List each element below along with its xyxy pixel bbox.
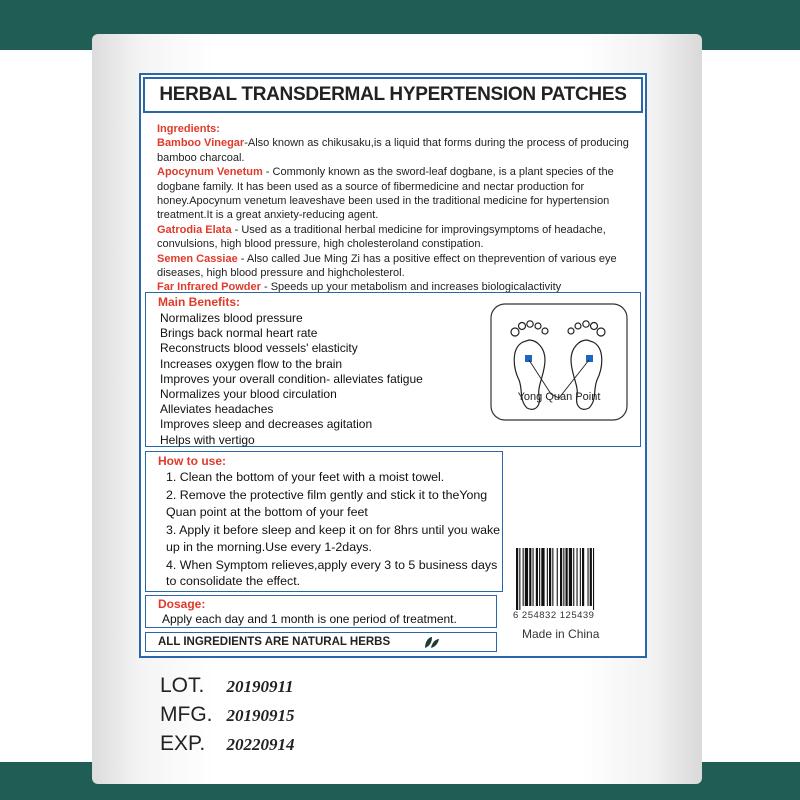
- ingredient-name: Gatrodia Elata: [157, 223, 232, 236]
- howto-steps: [166, 469, 506, 592]
- ingredient-item: [157, 165, 643, 223]
- benefits-list: [160, 311, 423, 448]
- howto-step: 1. Clean the bottom of your feet with a moist towel.: [166, 470, 445, 484]
- benefit-item: Normalizes blood pressure: [160, 311, 303, 325]
- natural-herbs-bar: [145, 632, 497, 652]
- ingredient-name: Bamboo Vinegar: [157, 137, 245, 150]
- benefit-item: Reconstructs blood vessels' elasticity: [160, 341, 358, 356]
- ingredient-text: - Also called Jue Ming Zi has a positive effect on theprevention of various eye diseases, high blood pressure and highcholesterol.: [157, 252, 617, 280]
- exp-label: EXP.: [160, 732, 206, 755]
- ingredients-section: [157, 122, 643, 295]
- acupoint-marker-right: [586, 355, 593, 362]
- barcode: [514, 548, 624, 610]
- feet-diagram: [489, 302, 629, 422]
- made-in-label: Made in China: [522, 627, 600, 641]
- product-title: HERBAL TRANSDERMAL HYPERTENSION PATCHES: [143, 77, 643, 113]
- benefit-item: Alleviates headaches: [160, 402, 274, 417]
- benefit-item: Normalizes your blood circulation: [160, 387, 337, 402]
- ingredient-item: [157, 252, 643, 281]
- benefits-section: [145, 292, 641, 447]
- acupoint-marker-left: [525, 355, 532, 362]
- dosage-heading: Dosage:: [158, 597, 206, 611]
- yong-quan-label: Yong Quan Point: [517, 391, 601, 403]
- howto-step: 4. When Symptom relieves,apply every 3 to 5 business days to consolidate the effect.: [166, 558, 498, 589]
- ingredient-text: - Commonly known as the sword-leaf dogbane, is a plant species of the dogbane family. It has been used as a source of fibermedicine and nectar production for honey.Apocynum venetum leaveshave been used in the traditional medicine for hypertension treatment.It is a great anxiety-reducing agent.: [157, 166, 614, 222]
- benefit-item: Helps with vertigo: [160, 432, 255, 447]
- ingredient-item: [157, 136, 643, 165]
- mfg-label: MFG.: [160, 703, 213, 726]
- how-to-use-section: [145, 451, 503, 592]
- mfg-row: [160, 703, 294, 727]
- exp-value: 20220914: [226, 735, 295, 754]
- benefit-item: Brings back normal heart rate: [160, 326, 318, 341]
- barcode-number: 6 254832 125439: [513, 610, 595, 621]
- ingredient-text: - Speeds up your metabolism and increases biologicalactivity: [260, 281, 562, 294]
- ingredient-text: - Used as a traditional herbal medicine for improvingsymptoms of headache, convulsions, high blood pressure, high cholesteroland constipation.: [157, 223, 606, 251]
- ingredient-name: Far Infrared Powder: [157, 281, 261, 294]
- benefits-heading: Main Benefits:: [158, 295, 241, 309]
- ingredient-text: -Also known as chikusaku,is a liquid that forms during the process of producing bamboo charcoal.: [157, 137, 629, 164]
- lot-label: LOT.: [160, 674, 205, 697]
- dosage-text: Apply each day and 1 month is one period of treatment.: [162, 612, 457, 626]
- ingredient-item: [157, 223, 643, 252]
- howto-heading: How to use:: [158, 454, 226, 468]
- benefit-item: Increases oxygen flow to the brain: [160, 356, 343, 371]
- lot-value: 20190911: [226, 677, 294, 696]
- leaf-icon: [424, 636, 440, 649]
- lot-row: [160, 674, 294, 698]
- benefit-item: Improves your overall condition- alleviates fatigue: [160, 371, 423, 386]
- howto-step: 2. Remove the protective film gently and stick it to theYong Quan point at the bottom of your feet: [166, 488, 488, 519]
- ingredients-heading: Ingredients:: [157, 123, 220, 135]
- ingredient-name: Apocynum Venetum: [157, 166, 263, 179]
- ingredient-name: Semen Cassiae: [157, 252, 238, 265]
- exp-row: [160, 732, 294, 756]
- benefit-item: Improves sleep and decreases agitation: [160, 417, 373, 432]
- dosage-section: [145, 595, 497, 628]
- natural-herbs-text: ALL INGREDIENTS ARE NATURAL HERBS: [158, 636, 391, 648]
- mfg-value: 20190915: [226, 706, 295, 725]
- howto-step: 3. Apply it before sleep and keep it on for 8hrs until you wake up in the morning.Use every 1-2days.: [166, 523, 501, 554]
